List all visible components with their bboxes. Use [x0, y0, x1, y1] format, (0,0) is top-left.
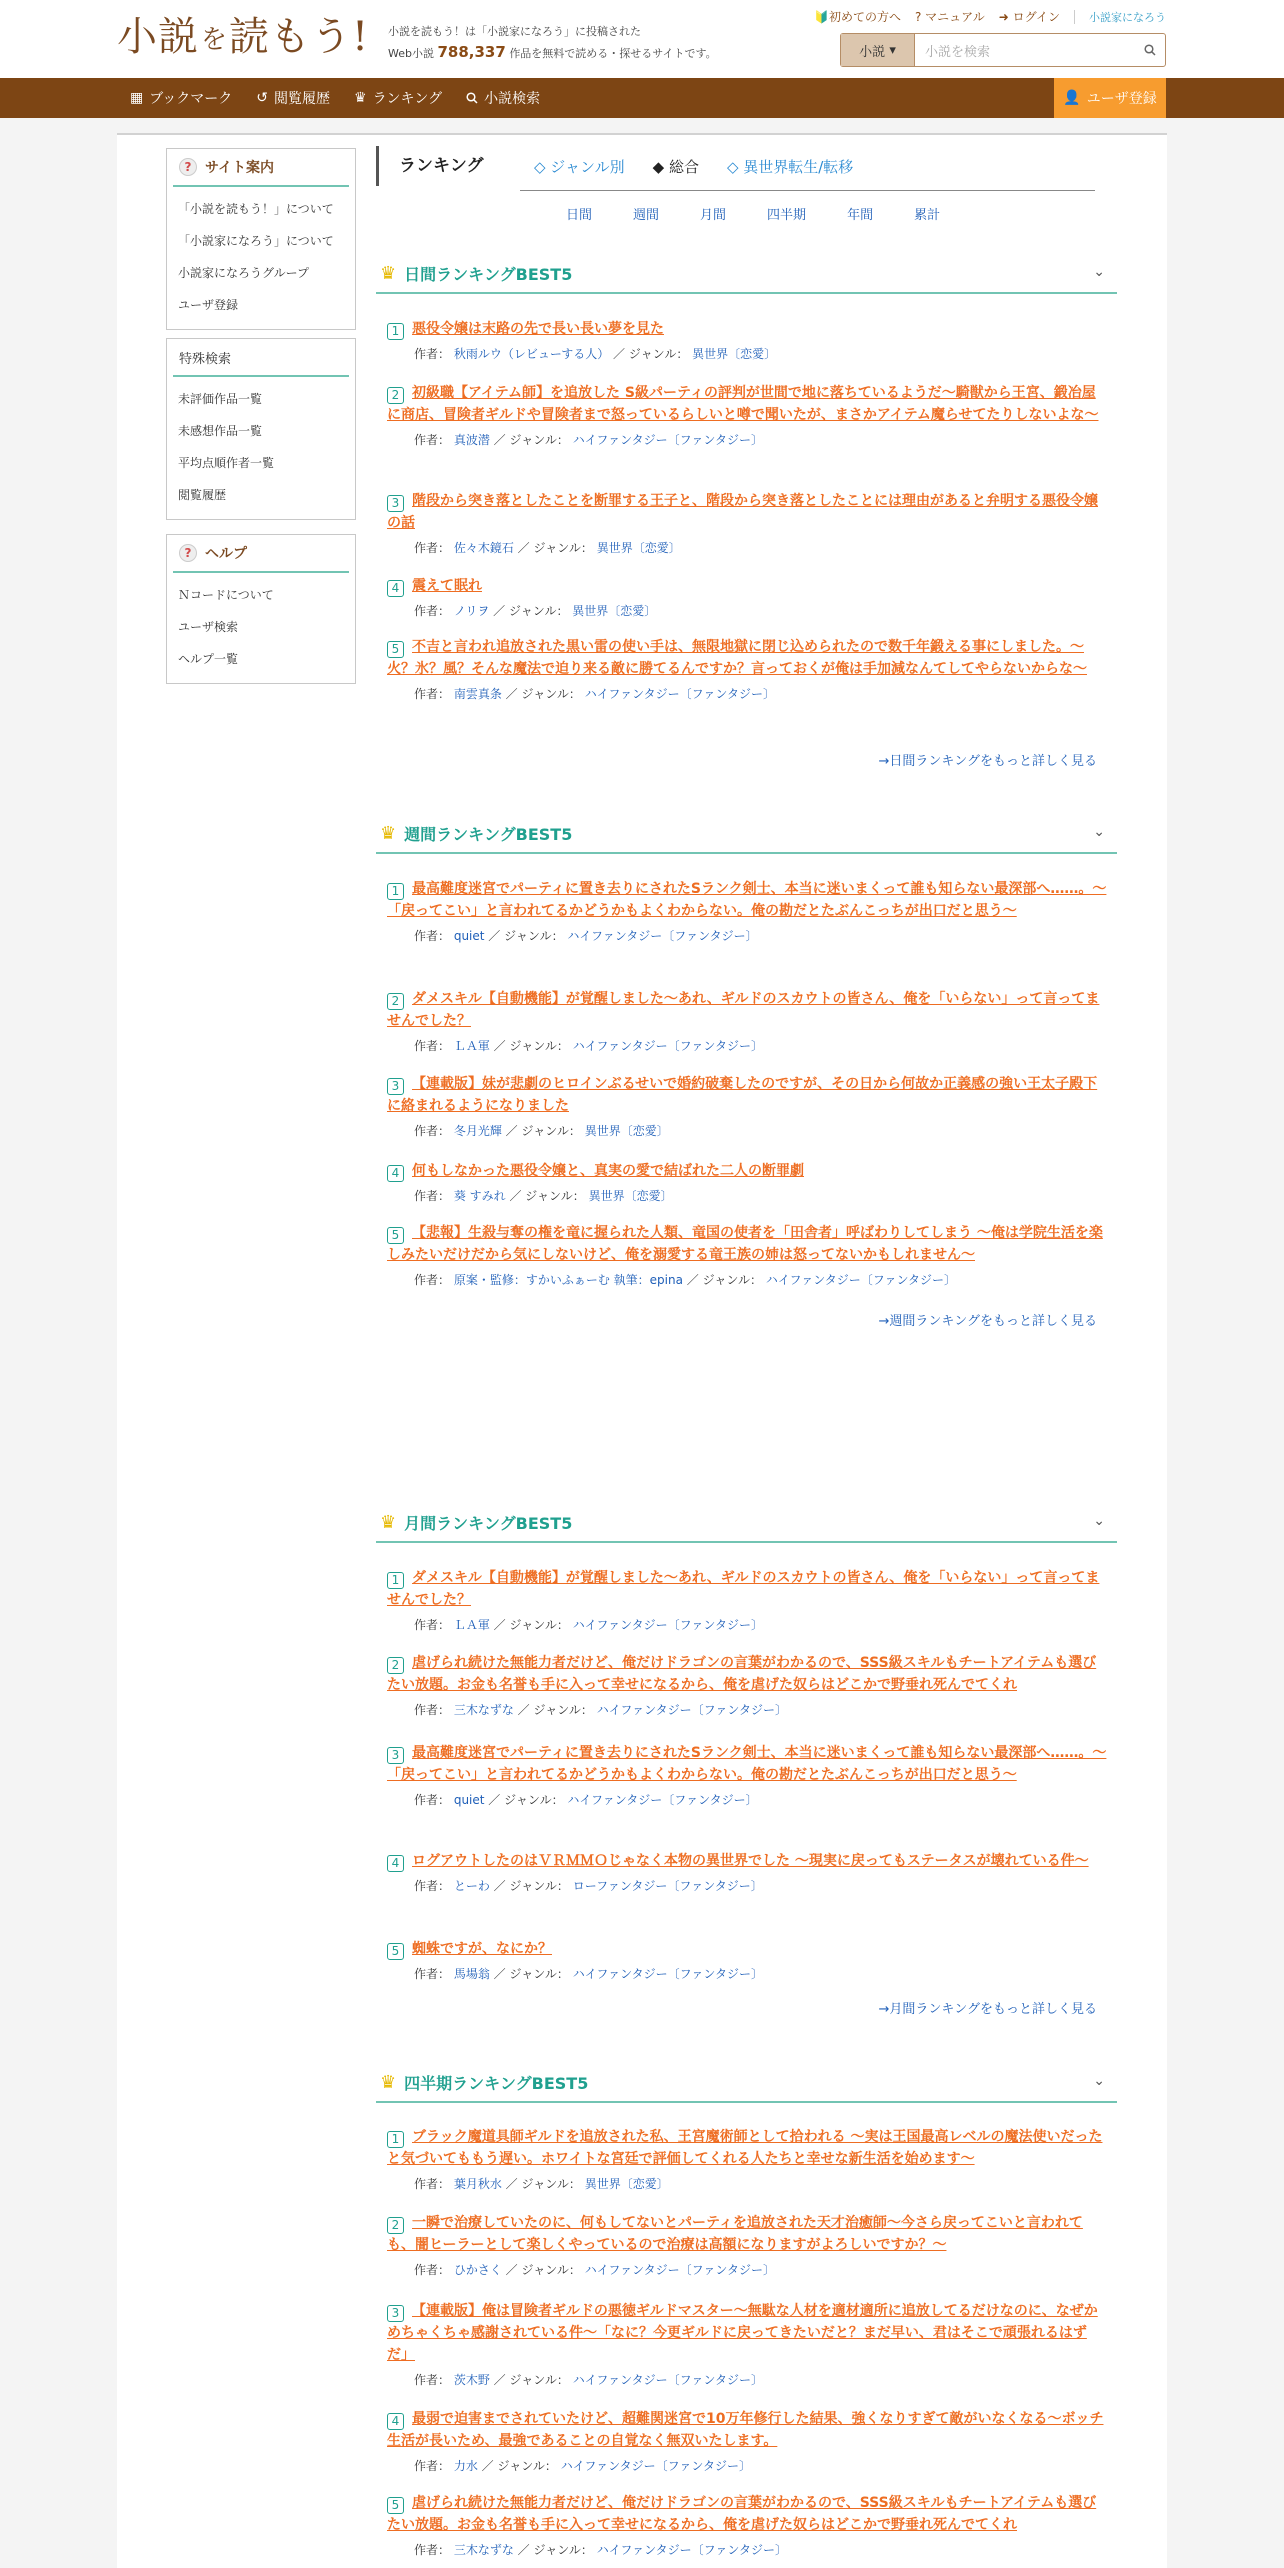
- novel-title-link[interactable]: [387, 1567, 1107, 1611]
- entry-meta: [387, 1036, 1107, 1056]
- rank-badge: 3: [387, 495, 404, 512]
- novel-title-link[interactable]: [387, 382, 1107, 426]
- manual-label: マニュアル: [925, 10, 985, 24]
- novel-title-text: 【連載版】妹が悲劇のヒロインぶるせいで婚約破棄したのですが、その日から何故か正義感の強い王太子殿下に絡まれるようになりました: [387, 1076, 1098, 1114]
- work-count: 788,337: [437, 43, 506, 61]
- search-input[interactable]: 小説を検索: [925, 44, 991, 60]
- genre-link[interactable]: ハイファンタジー〔ファンタジー〕: [584, 2263, 775, 2277]
- entry-meta: [387, 1186, 1107, 1206]
- author-link[interactable]: ＬＡ軍: [453, 1618, 490, 1632]
- period-monthly[interactable]: 月間: [700, 208, 727, 223]
- genre-link[interactable]: 異世界〔恋愛〕: [596, 541, 681, 555]
- novel-title-link[interactable]: [387, 1160, 1107, 1182]
- author-label: 作者：: [414, 1703, 454, 1717]
- period-yearly[interactable]: 年間: [847, 208, 874, 223]
- author-label: 作者：: [414, 2543, 454, 2557]
- genre-label: ／ ジャンル：: [489, 1039, 573, 1053]
- rank-badge: 3: [387, 1078, 404, 1095]
- entry-meta: [387, 2260, 1107, 2280]
- genre-label: ／ ジャンル：: [484, 929, 568, 943]
- rank-badge: 2: [387, 387, 404, 404]
- more-ranking-link[interactable]: →日間ランキングをもっと詳しく見る: [878, 754, 1097, 769]
- novel-title-text: ログアウトしたのはＶＲＭＭＯじゃなく本物の異世界でした 〜現実に戻ってもステータスが壊れている件〜: [412, 1853, 1089, 1869]
- rank-badge: 4: [387, 1165, 404, 1182]
- period-daily[interactable]: 日間: [566, 208, 593, 223]
- rank-badge: 4: [387, 580, 404, 597]
- author-label: 作者：: [414, 1039, 454, 1053]
- author-label: 作者：: [414, 1967, 454, 1981]
- search-icon[interactable]: [1135, 34, 1165, 66]
- nav-divider: [117, 133, 1167, 135]
- ranking-entry: [387, 878, 1107, 946]
- author-link[interactable]: 葉月秋水: [453, 2177, 502, 2191]
- novel-title-text: 【連載版】俺は冒険者ギルドの悪徳ギルドマスター〜無駄な人材を適材適所に追放してるだけなのに、なぜかめちゃくちゃ感謝されている件〜「なに？今更ギルドに戻ってきたいだと？まだ早い、君はそこで頑張れるはずだ」: [387, 2303, 1098, 2363]
- entry-meta: [387, 926, 1107, 946]
- ranking-entry: [387, 1652, 1107, 1720]
- author-label: 作者：: [414, 1124, 454, 1138]
- novel-title-text: 悪役令嬢は末路の先で長い長い夢を見た: [412, 321, 664, 337]
- author-label: 作者：: [414, 1879, 454, 1893]
- novel-title-text: 階段から突き落としたことを断罪する王子と、階段から突き落としたことには理由があると弁明する悪役令嬢の話: [387, 493, 1098, 531]
- nav-search[interactable]: [466, 88, 540, 108]
- sidebar-item-help-list[interactable]: ヘルプ一覧: [178, 652, 239, 666]
- author-label: 作者：: [414, 687, 454, 701]
- site-logo[interactable]: [117, 12, 369, 62]
- novel-title-link[interactable]: [387, 490, 1107, 534]
- genre-link[interactable]: 異世界〔恋愛〕: [584, 1124, 669, 1138]
- sidebar-item-about-yomou[interactable]: 「小説を読もう！」について: [178, 202, 334, 216]
- beginner-label: 初めての方へ: [828, 10, 901, 24]
- sidebar-special-header: 特殊検索: [173, 339, 349, 377]
- login-link[interactable]: [999, 8, 1060, 25]
- ranking-entry: [387, 490, 1107, 558]
- entry-meta: [387, 344, 1107, 364]
- ranking-section-header[interactable]: [376, 814, 1117, 854]
- sidebar-item-about-narou[interactable]: 「小説家になろう」について: [178, 234, 334, 248]
- rank-badge: 3: [387, 2305, 404, 2322]
- entry-meta: [387, 538, 1107, 558]
- sidebar-help: [166, 534, 356, 684]
- ranking-tabs: [534, 146, 853, 186]
- novel-title-link[interactable]: [387, 1222, 1107, 1266]
- nav-history-label: 閲覧履歴: [274, 91, 330, 107]
- nav-bookmark[interactable]: [130, 88, 232, 108]
- author-link[interactable]: 佐々木鏡石: [453, 541, 514, 555]
- entry-meta: [387, 1790, 1107, 1810]
- sidebar-special-search: [166, 338, 356, 520]
- entry-meta: [387, 1270, 1107, 1290]
- genre-label: ／ ジャンル：: [489, 433, 573, 447]
- sidebar-site-info-header: [173, 149, 349, 187]
- question-icon: ?: [914, 10, 922, 24]
- nav-search-label: 小説検索: [484, 91, 541, 107]
- question-icon: ?: [179, 158, 197, 176]
- genre-label: ／ ジャンル：: [501, 1124, 585, 1138]
- genre-link[interactable]: ハイファンタジー〔ファンタジー〕: [596, 2543, 787, 2557]
- main-nav: [0, 78, 1284, 118]
- register-button[interactable]: [1054, 78, 1166, 118]
- ranking-entry: [387, 575, 1107, 621]
- genre-label: ／ ジャンル：: [513, 2543, 597, 2557]
- genre-link[interactable]: ハイファンタジー〔ファンタジー〕: [572, 1039, 763, 1053]
- novel-title-link[interactable]: [387, 318, 1107, 340]
- rank-badge: 1: [387, 2131, 404, 2148]
- sidebar-item-history[interactable]: 閲覧履歴: [178, 488, 227, 502]
- rank-badge: 3: [387, 1747, 404, 1764]
- entry-meta: [387, 601, 1107, 621]
- section-title: 四半期ランキングBEST5: [404, 2073, 589, 2093]
- logo-text-3: 読もう!: [229, 14, 370, 60]
- novel-title-link[interactable]: [387, 2492, 1107, 2536]
- login-icon: ➜: [998, 10, 1009, 24]
- author-label: 作者：: [414, 2263, 454, 2277]
- genre-link[interactable]: ローファンタジー〔ファンタジー〕: [572, 1879, 763, 1893]
- tagline-line1: 小説を読もう！は「小説家になろう」に投稿された: [388, 25, 641, 38]
- entry-meta: [387, 430, 1107, 450]
- sidebar-item-user-search[interactable]: ユーザ検索: [178, 620, 239, 634]
- ranking-entry: [387, 318, 1107, 364]
- genre-link[interactable]: 異世界〔恋愛〕: [572, 604, 657, 618]
- genre-label: ／ ジャンル：: [489, 1618, 573, 1632]
- author-link[interactable]: quiet: [453, 929, 485, 943]
- nav-ranking[interactable]: [354, 88, 442, 108]
- author-link[interactable]: ひかさく: [453, 2263, 502, 2277]
- site-header: [0, 0, 1284, 78]
- genre-label: ／ ジャンル：: [477, 2459, 561, 2473]
- ranking-entry: [387, 2492, 1107, 2560]
- author-link[interactable]: ＬＡ軍: [453, 1039, 490, 1053]
- entry-meta: [387, 2174, 1107, 2194]
- beginner-icon: 🔰: [814, 10, 829, 24]
- novel-title-text: 不吉と言われ追放された黒い雷の使い手は、無限地獄に閉じ込められたので数千年鍛える事にしました。〜火？氷？風？そんな魔法で迫り来る敵に勝てるんですか？言っておくが俺は手加減なんてしてやらないからな〜: [387, 639, 1087, 677]
- genre-link[interactable]: ハイファンタジー〔ファンタジー〕: [572, 433, 763, 447]
- author-label: 作者：: [414, 929, 454, 943]
- genre-link[interactable]: ハイファンタジー〔ファンタジー〕: [572, 1618, 763, 1632]
- ranking-entry: [387, 988, 1107, 1056]
- novel-title-text: ブラック魔道具師ギルドを追放された私、王宮魔術師として拾われる 〜実は王国最高レベルの魔法使いだったと気づいてももう遅い。ホワイトな宮廷で評価してくれる人たちと幸せな新生活を始めます〜: [387, 2129, 1103, 2167]
- tab-genre[interactable]: ◇ ジャンル別: [534, 157, 625, 176]
- ranking-entry: [387, 1567, 1107, 1635]
- novel-title-link[interactable]: [387, 1073, 1107, 1117]
- tagline-line2: [388, 42, 717, 64]
- genre-label: ／ ジャンル：: [501, 2177, 585, 2191]
- author-label: 作者：: [414, 1273, 454, 1287]
- nav-bookmark-label: ブックマーク: [149, 91, 233, 107]
- manual-link[interactable]: [915, 8, 985, 25]
- author-link[interactable]: 冬月光輝: [453, 1124, 502, 1138]
- sidebar-help-title: ヘルプ: [205, 546, 247, 562]
- genre-link[interactable]: ハイファンタジー〔ファンタジー〕: [567, 929, 758, 943]
- bookmark-icon: ▦: [130, 90, 144, 106]
- rank-badge: 2: [387, 1657, 404, 1674]
- novel-title-link[interactable]: [387, 1850, 1107, 1872]
- author-link[interactable]: 三木なずな: [453, 2543, 514, 2557]
- crown-icon: ♛: [380, 2071, 397, 2093]
- genre-link[interactable]: ハイファンタジー〔ファンタジー〕: [560, 2459, 751, 2473]
- entry-meta: [387, 2456, 1107, 2476]
- select-chevron-icon: ▾: [889, 42, 896, 58]
- author-label: 作者：: [414, 1793, 454, 1807]
- novel-title-link[interactable]: [387, 878, 1107, 922]
- tab-underline: [520, 190, 1095, 191]
- novel-title-text: 何もしなかった悪役令嬢と、真実の愛で結ばれた二人の断罪劇: [412, 1163, 804, 1179]
- novel-title-link[interactable]: [387, 575, 1107, 597]
- sidebar-help-header: [173, 535, 349, 573]
- register-label: ユーザ登録: [1086, 91, 1157, 107]
- novel-title-link[interactable]: [387, 1652, 1107, 1696]
- crown-icon: ♛: [354, 90, 367, 106]
- rank-badge: 1: [387, 323, 404, 340]
- entry-meta: [387, 1615, 1107, 1635]
- genre-label: ／ ジャンル：: [682, 1273, 766, 1287]
- nav-items: [130, 78, 540, 118]
- novel-title-link[interactable]: [387, 2300, 1107, 2366]
- sidebar-item-avg-score[interactable]: 平均点順作者一覧: [178, 456, 275, 470]
- novel-title-text: 蜘蛛ですが、なにか？: [412, 1941, 552, 1957]
- ranking-title: ランキング: [376, 146, 484, 186]
- genre-link[interactable]: 異世界〔恋愛〕: [692, 347, 777, 361]
- author-link[interactable]: 力水: [453, 2459, 478, 2473]
- rank-badge: 1: [387, 883, 404, 900]
- search-category-select[interactable]: [841, 34, 915, 66]
- genre-label: ／ ジャンル：: [489, 1967, 573, 1981]
- novel-title-link[interactable]: [387, 636, 1107, 680]
- author-label: 作者：: [414, 604, 454, 618]
- genre-link[interactable]: 異世界〔恋愛〕: [584, 2177, 669, 2191]
- sidebar-item-no-comments[interactable]: 未感想作品一覧: [178, 424, 263, 438]
- sidebar-site-info: [166, 148, 356, 330]
- ranking-entry: [387, 1742, 1107, 1810]
- novel-title-text: 震えて眠れ: [412, 578, 482, 594]
- genre-label: ／ ジャンル：: [501, 687, 585, 701]
- tagline-suffix: 作品を無料で読める・探せるサイトです。: [509, 47, 717, 60]
- sidebar-item-unrated[interactable]: 未評価作品一覧: [178, 392, 263, 406]
- chevron-down-icon[interactable]: ⌄: [1093, 2073, 1105, 2089]
- genre-label: ／ ジャンル：: [489, 604, 573, 618]
- author-link[interactable]: 真波潜: [453, 433, 490, 447]
- author-label: 作者：: [414, 541, 454, 555]
- nav-ranking-label: ランキング: [372, 91, 443, 107]
- author-link[interactable]: ノリヲ: [453, 604, 490, 618]
- novel-title-text: ダメスキル【自動機能】が覚醒しました〜あれ、ギルドのスカウトの皆さん、俺を「いらない」って言ってませんでした？: [387, 991, 1100, 1029]
- novel-title-link[interactable]: [387, 988, 1107, 1032]
- top-links: [814, 8, 1166, 25]
- ranking-entry: [387, 1938, 1107, 1984]
- nav-history[interactable]: [256, 88, 330, 108]
- author-link[interactable]: とーわ: [453, 1879, 490, 1893]
- nav-search-icon: [466, 92, 478, 104]
- genre-link[interactable]: ハイファンタジー〔ファンタジー〕: [584, 687, 775, 701]
- history-icon: ↺: [256, 90, 268, 106]
- search-category-value: 小説: [859, 44, 886, 60]
- author-link[interactable]: quiet: [453, 1793, 485, 1807]
- sidebar-site-info-title: サイト案内: [205, 160, 275, 176]
- author-link[interactable]: 秋雨ルウ（レビューする人）: [453, 347, 610, 361]
- genre-link[interactable]: ハイファンタジー〔ファンタジー〕: [572, 1967, 763, 1981]
- section-title: 日間ランキングBEST5: [404, 264, 573, 284]
- rank-badge: 5: [387, 1227, 404, 1244]
- ranking-entry: [387, 1073, 1107, 1141]
- novel-title-text: 最高難度迷宮でパーティに置き去りにされたSランク剣士、本当に迷いまくって誰も知らない最深部へ……。〜「戻ってこい」と言われてるかどうかもよくわからない。俺の勘だとたぶんこっちが出口だと思う〜: [387, 881, 1107, 919]
- ranking-entry: [387, 382, 1107, 450]
- tagline-prefix: Web小説: [388, 47, 434, 60]
- author-link[interactable]: 三木なずな: [453, 1703, 514, 1717]
- ranking-entry: [387, 2300, 1107, 2390]
- rank-badge: 5: [387, 2497, 404, 2514]
- entry-meta: [387, 2540, 1107, 2560]
- beginner-link[interactable]: [814, 8, 901, 25]
- author-label: 作者：: [414, 2177, 454, 2191]
- chevron-down-icon[interactable]: ⌄: [1093, 264, 1105, 280]
- rank-badge: 5: [387, 641, 404, 658]
- novel-title-text: 初級職【アイテム師】を追放した S級パーティの評判が世間で地に落ちているようだ〜騎獣から王宮、鍛冶屋に商店、冒険者ギルドや冒険者まで怒っているらしいと噂で聞いたが、まさかアイテム魔らせてたりしないよな〜: [387, 385, 1099, 423]
- crown-icon: ♛: [380, 822, 397, 844]
- help-icon: ?: [179, 544, 197, 562]
- ranking-entry: [387, 2408, 1107, 2476]
- genre-label: ／ ジャンル：: [489, 2373, 573, 2387]
- crown-icon: ♛: [380, 262, 397, 284]
- genre-label: ／ ジャンル：: [484, 1793, 568, 1807]
- period-weekly[interactable]: 週間: [633, 208, 660, 223]
- ranking-entry: [387, 636, 1107, 704]
- ranking-entry: [387, 1222, 1107, 1290]
- rank-badge: 2: [387, 993, 404, 1010]
- site-tagline: [388, 22, 717, 64]
- user-icon: 👤: [1063, 90, 1081, 106]
- ranking-entry: [387, 1160, 1107, 1206]
- entry-meta: [387, 1964, 1107, 1984]
- entry-meta: [387, 684, 1107, 704]
- section-title: 月間ランキングBEST5: [404, 1513, 573, 1533]
- top-links-divider: [1074, 10, 1075, 24]
- chevron-down-icon[interactable]: ⌄: [1093, 1513, 1105, 1529]
- novel-title-text: 一瞬で治療していたのに、何もしてないとパーティを追放された天才治癒師〜今さら戻ってこいと言われても、闇ヒーラーとして楽しくやっているので治療は高額になりますがよろしいですか？〜: [387, 2215, 1083, 2253]
- section-title: 週間ランキングBEST5: [404, 824, 573, 844]
- novel-title-text: 虐げられ続けた無能力者だけど、俺だけドラゴンの言葉がわかるので、SSS級スキルもチートアイテムも選びたい放題。お金も名誉も手に入って幸せになるから、俺を虐げた奴らはどこかで野垂れ死んでてくれ: [387, 2495, 1097, 2533]
- genre-label: ／ ジャンル：: [489, 1879, 573, 1893]
- novel-title-text: 虐げられ続けた無能力者だけど、俺だけドラゴンの言葉がわかるので、SSS級スキルもチートアイテムも選びたい放題。お金も名誉も手に入って幸せになるから、俺を虐げた奴らはどこかで野垂れ死んでてくれ: [387, 1655, 1097, 1693]
- rank-badge: 5: [387, 1943, 404, 1960]
- novel-title-text: 最弱で迫害までされていたけど、超難関迷宮で10万年修行した結果、強くなりすぎて敵がいなくなる〜ボッチ生活が長いため、最強であることの自覚なく無双いたします。: [387, 2411, 1104, 2449]
- ranking-entry: [387, 1850, 1107, 1896]
- period-total[interactable]: 累計: [914, 208, 941, 223]
- ranking-section-header[interactable]: [376, 2063, 1117, 2103]
- entry-meta: [387, 1700, 1107, 1720]
- tab-isekai[interactable]: ◇ 異世界転生/転移: [726, 157, 854, 176]
- novel-title-text: 【悲報】生殺与奪の権を竜に握られた人類、竜国の使者を「田舎者」呼ばわりしてしまう 〜俺は学院生活を楽しみたいだけだから気にしないけど、俺を溺愛する竜王族の姉は怒ってないかもしれません〜: [387, 1225, 1103, 1263]
- sidebar-item-ncode[interactable]: Ｎコードについて: [178, 588, 274, 602]
- entry-meta: [387, 2370, 1107, 2390]
- rank-badge: 4: [387, 2413, 404, 2430]
- genre-link[interactable]: ハイファンタジー〔ファンタジー〕: [567, 1793, 758, 1807]
- author-label: 作者：: [414, 2373, 454, 2387]
- novel-title-link[interactable]: [387, 1938, 1107, 1960]
- rank-badge: 1: [387, 1572, 404, 1589]
- entry-meta: [387, 1876, 1107, 1896]
- author-label: 作者：: [414, 1618, 454, 1632]
- ranking-entry: [387, 2126, 1107, 2194]
- novel-title-text: 最高難度迷宮でパーティに置き去りにされたSランク剣士、本当に迷いまくって誰も知らない最深部へ……。〜「戻ってこい」と言われてるかどうかもよくわからない。俺の勘だとたぶんこっちが出口だと思う〜: [387, 1745, 1107, 1783]
- more-ranking-link[interactable]: →週間ランキングをもっと詳しく見る: [878, 1314, 1097, 1329]
- novel-title-text: ダメスキル【自動機能】が覚醒しました〜あれ、ギルドのスカウトの皆さん、俺を「いらない」って言ってませんでした？: [387, 1570, 1100, 1608]
- narou-brand-link[interactable]: 小説家になろう: [1089, 10, 1166, 24]
- period-quarterly[interactable]: 四半期: [767, 208, 807, 223]
- author-link[interactable]: 南雲真条: [453, 687, 502, 701]
- author-link[interactable]: 馬場翁: [453, 1967, 490, 1981]
- novel-title-link[interactable]: [387, 2212, 1107, 2256]
- genre-link[interactable]: ハイファンタジー〔ファンタジー〕: [596, 1703, 787, 1717]
- chevron-down-icon[interactable]: ⌄: [1093, 824, 1105, 840]
- rank-badge: 2: [387, 2217, 404, 2234]
- author-label: 作者：: [414, 2459, 454, 2473]
- period-links: [566, 204, 981, 223]
- novel-title-link[interactable]: [387, 2126, 1107, 2170]
- genre-label: ／ ジャンル：: [609, 347, 693, 361]
- sidebar-item-register[interactable]: ユーザ登録: [178, 298, 239, 312]
- tab-overall[interactable]: ◆ 総合: [652, 157, 699, 176]
- ranking-section-header[interactable]: [376, 254, 1117, 294]
- author-link[interactable]: 葵 すみれ: [453, 1189, 506, 1203]
- logo-text-1: 小説: [117, 14, 199, 60]
- genre-link[interactable]: ハイファンタジー〔ファンタジー〕: [572, 2373, 763, 2387]
- author-label: 作者：: [414, 1189, 454, 1203]
- author-label: 作者：: [414, 347, 454, 361]
- novel-title-link[interactable]: [387, 1742, 1107, 1786]
- entry-meta: [387, 1121, 1107, 1141]
- genre-link[interactable]: ハイファンタジー〔ファンタジー〕: [765, 1273, 957, 1287]
- author-label: 作者：: [414, 433, 454, 447]
- more-ranking-link[interactable]: →月間ランキングをもっと詳しく見る: [878, 2002, 1097, 2017]
- login-label: ログイン: [1012, 10, 1060, 24]
- novel-title-link[interactable]: [387, 2408, 1107, 2452]
- ranking-section-header[interactable]: [376, 1503, 1117, 1543]
- sidebar-item-group[interactable]: 小説家になろうグループ: [178, 266, 310, 280]
- ranking-entry: [387, 2212, 1107, 2280]
- logo-text-2: を: [201, 25, 228, 55]
- author-link[interactable]: 原案・監修：すかいふぁーむ 執筆：epina: [453, 1273, 683, 1287]
- genre-label: ／ ジャンル：: [513, 1703, 597, 1717]
- genre-label: ／ ジャンル：: [505, 1189, 589, 1203]
- rank-badge: 4: [387, 1855, 404, 1872]
- genre-label: ／ ジャンル：: [513, 541, 597, 555]
- genre-link[interactable]: 異世界〔恋愛〕: [588, 1189, 673, 1203]
- author-link[interactable]: 茨木野: [453, 2373, 490, 2387]
- search-box: [840, 33, 1166, 67]
- crown-icon: ♛: [380, 1511, 397, 1533]
- genre-label: ／ ジャンル：: [501, 2263, 585, 2277]
